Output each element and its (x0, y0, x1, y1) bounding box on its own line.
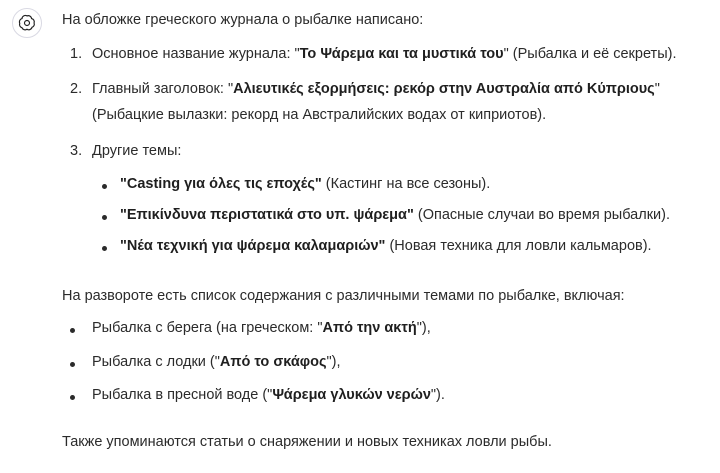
bullet-3-prefix: Рыбалка в пресной воде (" (92, 387, 273, 403)
item-1-bold: Το Ψάρεμα και τα μυστικά του (299, 46, 504, 62)
item-1-prefix: Основное название журнала: " (92, 46, 300, 62)
sub-bullet-1 (120, 176, 490, 192)
sub-bullet-1-suffix: (Кастинг на все сезоны). (321, 176, 491, 192)
bullet-2-bold: Από το σκάφος (219, 354, 327, 370)
numbered-item-2 (92, 81, 660, 97)
numbered-item-1-marker: 1. (70, 46, 83, 62)
item-1-suffix: " (Рыбалка и её секреты). (503, 46, 677, 62)
bullet-3-dot (70, 395, 75, 400)
sub-bullet-2-bold: "Επικίνδυνα περιστατικά στο υπ. ψάρεμα" (120, 207, 414, 223)
sub-bullet-1-bold: "Casting για όλες τις εποχές" (120, 176, 322, 192)
numbered-item-2-line2: (Рыбацкие вылазки: рекорд на Австралийских водах от киприотов). (92, 107, 547, 123)
item-2-suffix: " (654, 81, 660, 97)
sub-bullet-2-dot (102, 215, 107, 220)
numbered-item-3: Другие темы: (92, 143, 182, 159)
bullet-1-prefix: Рыбалка с берега (на греческом: " (92, 320, 323, 336)
sub-bullet-3-suffix: (Новая техника для ловли кальмаров). (385, 238, 652, 254)
bullet-1 (92, 320, 431, 336)
item-2-bold: Αλιευτικές εξορμήσεις: ρεκόρ στην Αυστραλία από Κύπριους (233, 81, 655, 97)
sub-bullet-1-dot (102, 184, 107, 189)
spread-intro-text: На развороте есть список содержания с различными темами по рыбалке, включая: (62, 288, 625, 304)
bullet-1-bold: Από την ακτή (322, 320, 417, 336)
openai-logo-icon (17, 13, 37, 33)
bullet-1-suffix: "), (416, 320, 431, 336)
sub-bullet-2-suffix: (Опасные случаи во время рыбалки). (413, 207, 670, 223)
item-2-prefix: Главный заголовок: " (92, 81, 234, 97)
bullet-1-dot (70, 328, 75, 333)
bullet-3-bold: Ψάρεμα γλυκών νερών (272, 387, 431, 403)
bullet-3-suffix: "). (430, 387, 445, 403)
assistant-avatar (12, 8, 42, 38)
closing-text: Также упоминаются статьи о снаряжении и новых техниках ловли рыбы. (62, 434, 552, 450)
bullet-2-dot (70, 362, 75, 367)
sub-bullet-3-dot (102, 246, 107, 251)
sub-bullet-2 (120, 207, 670, 223)
sub-bullet-3 (120, 238, 652, 254)
bullet-2-prefix: Рыбалка с лодки (" (92, 354, 220, 370)
bullet-2 (92, 354, 341, 370)
sub-bullet-3-bold: "Νέα τεχνική για ψάρεμα καλαμαριών" (120, 238, 386, 254)
numbered-item-1 (92, 46, 676, 62)
numbered-item-2-marker: 2. (70, 81, 83, 97)
intro-text: На обложке греческого журнала о рыбалке написано: (62, 12, 424, 28)
bullet-2-suffix: "), (326, 354, 341, 370)
bullet-3 (92, 387, 445, 403)
numbered-item-3-marker: 3. (70, 143, 83, 159)
